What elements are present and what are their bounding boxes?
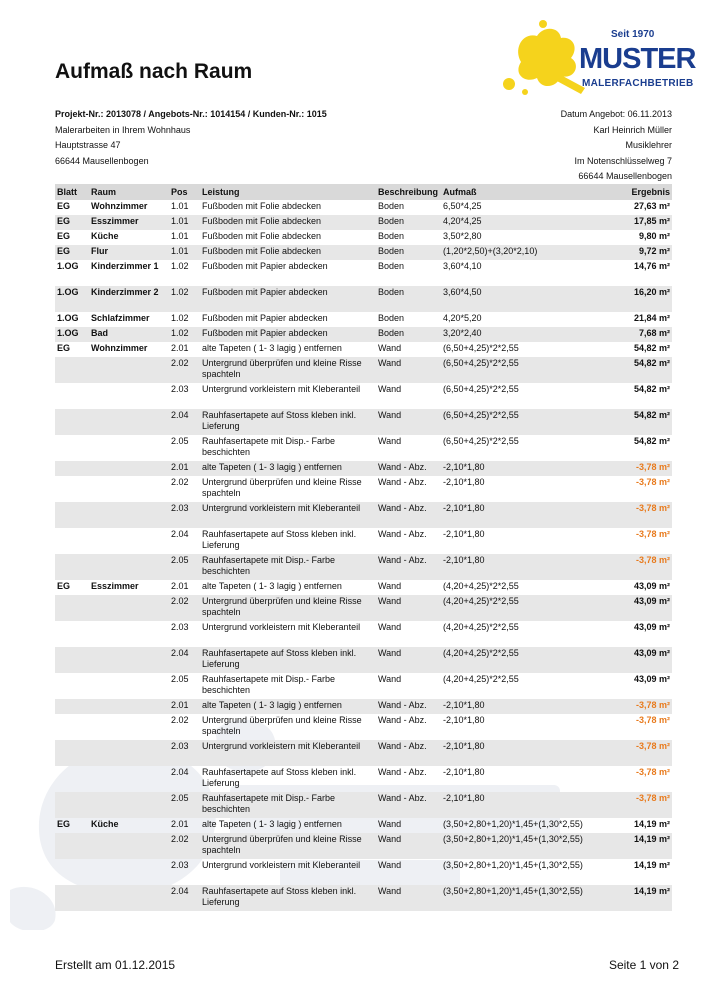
cell-blatt: 1.OG xyxy=(55,286,89,312)
cell-pos: 2.02 xyxy=(169,595,200,621)
cell-blatt xyxy=(55,833,89,859)
cell-raum: Flur xyxy=(89,245,169,260)
cell-ergebnis: -3,78 m² xyxy=(604,740,672,766)
cell-beschreibung: Boden xyxy=(376,215,441,230)
cell-leistung: alte Tapeten ( 1- 3 lagig ) entfernen xyxy=(202,343,342,353)
measurement-table xyxy=(55,184,672,911)
cell-raum xyxy=(89,383,169,409)
table-row xyxy=(55,461,672,476)
cell-ergebnis: 54,82 m² xyxy=(633,343,670,353)
recipient-city: 66644 Mausellenbogen xyxy=(578,171,672,181)
cell-aufmass: -2,10*1,80 xyxy=(441,740,604,766)
cell-aufmass: 4,20*4,25 xyxy=(441,215,604,230)
cell-ergebnis: 14,19 m² xyxy=(604,833,672,859)
table-row xyxy=(55,409,672,435)
cell-ergebnis: 43,09 m² xyxy=(604,647,672,673)
table-row xyxy=(55,714,672,740)
cell-beschreibung: Wand - Abz. xyxy=(378,529,427,539)
cell-aufmass: (3,50+2,80+1,20)*1,45+(1,30*2,55) xyxy=(441,885,604,911)
cell-beschreibung: Boden xyxy=(378,313,405,323)
cell-pos: 1.02 xyxy=(169,286,200,312)
cell-blatt: 1.OG xyxy=(55,327,89,342)
cell-pos: 2.01 xyxy=(171,819,189,829)
cell-pos: 2.02 xyxy=(171,477,189,487)
project-info xyxy=(55,107,327,169)
cell-blatt xyxy=(55,621,89,647)
cell-raum xyxy=(89,766,169,792)
cell-ergebnis: 16,20 m² xyxy=(604,286,672,312)
cell-beschreibung: Wand - Abz. xyxy=(376,699,441,714)
cell-ergebnis: 54,82 m² xyxy=(633,436,670,446)
cell-pos: 2.03 xyxy=(169,502,200,528)
cell-blatt: 1.OG xyxy=(57,261,79,271)
cell-raum xyxy=(89,885,169,911)
cell-ergebnis: 9,72 m² xyxy=(604,245,672,260)
cell-ergebnis: 43,09 m² xyxy=(633,581,670,591)
cell-raum xyxy=(89,714,169,740)
cell-leistung: Rauhfasertapete auf Stoss kleben inkl. Lieferung xyxy=(202,767,357,788)
table-body xyxy=(55,200,672,911)
cell-raum xyxy=(89,435,169,461)
recipient-name: Karl Heinrich Müller xyxy=(593,124,672,135)
cell-blatt: EG xyxy=(57,231,71,241)
cell-ergebnis: 54,82 m² xyxy=(604,409,672,435)
cell-ergebnis: 14,19 m² xyxy=(633,860,670,870)
cell-pos: 2.02 xyxy=(169,833,200,859)
site-street: Hauptstrasse 47 xyxy=(55,140,121,150)
cell-beschreibung: Boden xyxy=(376,286,441,312)
cell-raum: Kinderzimmer 2 xyxy=(89,286,169,312)
recipient-profession: Musiklehrer xyxy=(625,140,672,150)
cell-leistung: Fußboden mit Folie abdecken xyxy=(202,201,322,211)
cell-ergebnis: 54,82 m² xyxy=(633,384,670,394)
cell-leistung: Rauhfasertapete mit Disp.- Farbe beschichten xyxy=(200,792,376,818)
cell-leistung: alte Tapeten ( 1- 3 lagig ) entfernen xyxy=(200,699,376,714)
cell-blatt xyxy=(55,766,89,792)
cell-beschreibung: Boden xyxy=(378,201,405,211)
cell-blatt xyxy=(55,554,89,580)
cell-pos: 2.03 xyxy=(171,622,189,632)
cell-raum: Bad xyxy=(89,327,169,342)
cell-pos: 2.02 xyxy=(171,715,189,725)
cell-blatt xyxy=(55,476,89,502)
table-row xyxy=(55,476,672,502)
cell-ergebnis: -3,78 m² xyxy=(635,715,670,725)
cell-ergebnis: -3,78 m² xyxy=(635,477,670,487)
cell-leistung: Untergrund vorkleistern mit Kleberanteil xyxy=(200,502,376,528)
cell-blatt: EG xyxy=(55,245,89,260)
cell-beschreibung: Boden xyxy=(376,245,441,260)
col-header-beschreibung: Beschreibung xyxy=(376,184,441,200)
cell-raum: Esszimmer xyxy=(91,581,139,591)
table-row xyxy=(55,818,672,833)
page-title: Aufmaß nach Raum xyxy=(55,60,253,83)
cell-leistung: Rauhfasertapete auf Stoss kleben inkl. Lieferung xyxy=(200,885,376,911)
col-header-ergebnis: Ergebnis xyxy=(604,184,672,200)
cell-aufmass: -2,10*1,80 xyxy=(443,715,485,725)
cell-ergebnis: -3,78 m² xyxy=(604,699,672,714)
cell-leistung: alte Tapeten ( 1- 3 lagig ) entfernen xyxy=(202,819,342,829)
cell-blatt xyxy=(55,461,89,476)
cell-beschreibung: Wand - Abz. xyxy=(378,715,427,725)
cell-leistung: alte Tapeten ( 1- 3 lagig ) entfernen xyxy=(202,581,342,591)
cell-leistung: Fußboden mit Folie abdecken xyxy=(200,215,376,230)
cell-blatt xyxy=(55,647,89,673)
cell-leistung: Untergrund überprüfen und kleine Risse spachteln xyxy=(202,715,362,736)
cell-raum xyxy=(89,528,169,554)
cell-blatt: 1.OG xyxy=(57,313,79,323)
cell-leistung: Untergrund überprüfen und kleine Risse spachteln xyxy=(200,595,376,621)
cell-beschreibung: Wand xyxy=(376,409,441,435)
recipient-street: Im Notenschlüsselweg 7 xyxy=(574,155,672,166)
cell-blatt xyxy=(55,528,89,554)
cell-aufmass: -2,10*1,80 xyxy=(441,461,604,476)
cell-raum xyxy=(89,647,169,673)
cell-raum: Esszimmer xyxy=(89,215,169,230)
cell-pos: 1.02 xyxy=(169,327,200,342)
cell-ergebnis: -3,78 m² xyxy=(635,529,670,539)
col-header-pos: Pos xyxy=(169,184,200,200)
logo-subtitle: MALERFACHBETRIEB xyxy=(582,78,694,89)
cell-raum: Kinderzimmer 1 xyxy=(91,261,159,271)
table-row xyxy=(55,580,672,595)
cell-beschreibung: Wand xyxy=(376,595,441,621)
cell-raum: Schlafzimmer xyxy=(91,313,150,323)
cell-aufmass: 6,50*4,25 xyxy=(443,201,482,211)
cell-aufmass: 3,60*4,10 xyxy=(443,261,482,271)
logo-brand: MUSTER xyxy=(579,43,696,75)
cell-pos: 2.03 xyxy=(171,384,189,394)
cell-aufmass: -2,10*1,80 xyxy=(443,529,485,539)
cell-raum xyxy=(89,699,169,714)
cell-aufmass: (6,50+4,25)*2*2,55 xyxy=(443,343,519,353)
cell-leistung: Untergrund überprüfen und kleine Risse spachteln xyxy=(200,357,376,383)
cell-leistung: Fußboden mit Papier abdecken xyxy=(200,327,376,342)
cell-beschreibung: Wand xyxy=(378,674,402,684)
table-row xyxy=(55,327,672,342)
cell-leistung: alte Tapeten ( 1- 3 lagig ) entfernen xyxy=(200,461,376,476)
recipient-info xyxy=(561,107,672,185)
cell-ergebnis: 17,85 m² xyxy=(604,215,672,230)
table-row xyxy=(55,833,672,859)
cell-aufmass: -2,10*1,80 xyxy=(441,554,604,580)
cell-pos: 2.05 xyxy=(171,674,189,684)
cell-blatt xyxy=(55,409,89,435)
project-numbers: Projekt-Nr.: 2013078 / Angebots-Nr.: 1014154 / Kunden-Nr.: 1015 xyxy=(55,109,327,119)
cell-beschreibung: Wand - Abz. xyxy=(376,792,441,818)
cell-raum xyxy=(89,476,169,502)
cell-ergebnis: 43,09 m² xyxy=(604,595,672,621)
cell-beschreibung: Wand xyxy=(376,357,441,383)
cell-blatt: EG xyxy=(57,581,71,591)
table-row xyxy=(55,554,672,580)
cell-ergebnis: 7,68 m² xyxy=(604,327,672,342)
cell-beschreibung: Wand xyxy=(378,436,402,446)
cell-raum xyxy=(89,461,169,476)
table-row xyxy=(55,435,672,461)
cell-leistung: Untergrund überprüfen und kleine Risse spachteln xyxy=(202,477,362,498)
cell-pos: 2.03 xyxy=(171,860,189,870)
table-row xyxy=(55,383,672,409)
table-row xyxy=(55,766,672,792)
cell-pos: 1.01 xyxy=(169,245,200,260)
cell-raum xyxy=(89,595,169,621)
work-description: Malerarbeiten in Ihrem Wohnhaus xyxy=(55,124,191,135)
cell-raum xyxy=(89,673,169,699)
company-logo xyxy=(503,18,696,96)
cell-aufmass: -2,10*1,80 xyxy=(441,792,604,818)
col-header-aufmass: Aufmaß xyxy=(441,184,604,200)
cell-leistung: Fußboden mit Papier abdecken xyxy=(200,286,376,312)
cell-blatt xyxy=(55,859,89,885)
table-row xyxy=(55,740,672,766)
cell-leistung: Untergrund vorkleistern mit Kleberanteil xyxy=(202,622,361,632)
cell-aufmass: 3,20*2,40 xyxy=(441,327,604,342)
cell-aufmass: -2,10*1,80 xyxy=(443,477,485,487)
table-row xyxy=(55,312,672,327)
offer-date: Datum Angebot: 06.11.2013 xyxy=(560,109,672,119)
cell-pos: 2.04 xyxy=(171,767,189,777)
cell-leistung: Fußboden mit Folie abdecken xyxy=(200,245,376,260)
cell-pos: 2.05 xyxy=(171,436,189,446)
table-row xyxy=(55,502,672,528)
cell-blatt: EG xyxy=(57,819,71,829)
cell-leistung: Untergrund überprüfen und kleine Risse spachteln xyxy=(200,833,376,859)
cell-leistung: Untergrund vorkleistern mit Kleberanteil xyxy=(202,384,361,394)
cell-pos: 2.01 xyxy=(171,343,189,353)
cell-blatt xyxy=(55,699,89,714)
cell-blatt xyxy=(55,357,89,383)
table-row xyxy=(55,342,672,357)
page-number: Seite 1 von 2 xyxy=(608,958,679,972)
cell-aufmass: (6,50+4,25)*2*2,55 xyxy=(443,384,519,394)
cell-beschreibung: Wand - Abz. xyxy=(378,477,427,487)
cell-pos: 2.01 xyxy=(171,581,189,591)
cell-raum: Küche xyxy=(91,819,119,829)
cell-aufmass: (4,20+4,25)*2*2,55 xyxy=(441,595,604,621)
cell-beschreibung: Wand xyxy=(376,885,441,911)
table-row xyxy=(55,260,672,286)
cell-blatt xyxy=(55,885,89,911)
cell-raum xyxy=(89,859,169,885)
cell-ergebnis: -3,78 m² xyxy=(604,792,672,818)
cell-aufmass: (3,50+2,80+1,20)*1,45+(1,30*2,55) xyxy=(443,860,583,870)
cell-beschreibung: Wand xyxy=(378,622,402,632)
table-header-row xyxy=(55,184,672,200)
cell-leistung: Fußboden mit Papier abdecken xyxy=(202,313,328,323)
cell-beschreibung: Wand - Abz. xyxy=(376,554,441,580)
table-row xyxy=(55,357,672,383)
cell-aufmass: (3,50+2,80+1,20)*1,45+(1,30*2,55) xyxy=(443,819,583,829)
cell-leistung: Fußboden mit Papier abdecken xyxy=(202,261,328,271)
cell-aufmass: (6,50+4,25)*2*2,55 xyxy=(441,409,604,435)
cell-blatt: EG xyxy=(57,201,71,211)
cell-beschreibung: Wand - Abz. xyxy=(376,461,441,476)
cell-aufmass: (6,50+4,25)*2*2,55 xyxy=(443,436,519,446)
cell-beschreibung: Wand xyxy=(376,647,441,673)
cell-ergebnis: 14,19 m² xyxy=(604,885,672,911)
table-row xyxy=(55,792,672,818)
cell-blatt xyxy=(55,435,89,461)
cell-ergebnis: -3,78 m² xyxy=(604,502,672,528)
cell-raum xyxy=(89,792,169,818)
cell-blatt xyxy=(55,383,89,409)
table-row xyxy=(55,859,672,885)
cell-leistung: Untergrund vorkleistern mit Kleberanteil xyxy=(200,740,376,766)
cell-raum xyxy=(89,740,169,766)
cell-aufmass: 3,50*2,80 xyxy=(443,231,482,241)
cell-ergebnis: -3,78 m² xyxy=(635,767,670,777)
cell-pos: 2.03 xyxy=(169,740,200,766)
cell-aufmass: (4,20+4,25)*2*2,55 xyxy=(443,581,519,591)
table-row xyxy=(55,230,672,245)
cell-aufmass: 4,20*5,20 xyxy=(443,313,482,323)
cell-raum xyxy=(89,554,169,580)
site-city: 66644 Mausellenbogen xyxy=(55,155,149,166)
cell-pos: 2.04 xyxy=(171,529,189,539)
cell-pos: 1.01 xyxy=(171,201,189,211)
cell-blatt xyxy=(55,792,89,818)
cell-leistung: Rauhfasertapete auf Stoss kleben inkl. Lieferung xyxy=(202,529,357,550)
table-row xyxy=(55,215,672,230)
cell-aufmass: (6,50+4,25)*2*2,55 xyxy=(441,357,604,383)
cell-ergebnis: 43,09 m² xyxy=(633,674,670,684)
cell-ergebnis: 14,19 m² xyxy=(633,819,670,829)
cell-pos: 2.04 xyxy=(169,647,200,673)
cell-raum xyxy=(89,357,169,383)
col-header-blatt: Blatt xyxy=(55,184,89,200)
col-header-raum: Raum xyxy=(89,184,169,200)
cell-blatt xyxy=(55,740,89,766)
cell-aufmass: -2,10*1,80 xyxy=(441,699,604,714)
cell-leistung: Rauhfasertapete mit Disp.- Farbe beschichten xyxy=(200,554,376,580)
table-row xyxy=(55,245,672,260)
cell-blatt xyxy=(55,714,89,740)
table-row xyxy=(55,528,672,554)
created-date: Erstellt am 01.12.2015 xyxy=(55,958,176,972)
cell-pos: 2.02 xyxy=(169,357,200,383)
cell-pos: 1.01 xyxy=(169,215,200,230)
cell-ergebnis: 9,80 m² xyxy=(638,231,670,241)
cell-pos: 2.05 xyxy=(169,792,200,818)
table-row xyxy=(55,647,672,673)
cell-leistung: Rauhfasertapete auf Stoss kleben inkl. Lieferung xyxy=(200,647,376,673)
cell-pos: 2.01 xyxy=(169,461,200,476)
table-row xyxy=(55,673,672,699)
cell-raum xyxy=(89,409,169,435)
cell-pos: 1.02 xyxy=(171,261,189,271)
cell-raum xyxy=(89,502,169,528)
cell-leistung: Fußboden mit Folie abdecken xyxy=(202,231,322,241)
cell-pos: 2.05 xyxy=(169,554,200,580)
table-row xyxy=(55,286,672,312)
cell-blatt: EG xyxy=(57,343,71,353)
cell-raum: Wohnzimmer xyxy=(91,201,148,211)
cell-blatt xyxy=(55,673,89,699)
cell-ergebnis: 54,82 m² xyxy=(604,357,672,383)
cell-pos: 1.01 xyxy=(171,231,189,241)
cell-raum: Küche xyxy=(91,231,119,241)
cell-ergebnis: 14,76 m² xyxy=(633,261,670,271)
cell-raum: Wohnzimmer xyxy=(91,343,148,353)
cell-blatt xyxy=(55,595,89,621)
cell-ergebnis: 21,84 m² xyxy=(633,313,670,323)
cell-pos: 2.04 xyxy=(169,885,200,911)
cell-beschreibung: Wand - Abz. xyxy=(376,502,441,528)
cell-beschreibung: Wand xyxy=(378,581,402,591)
cell-aufmass: 3,60*4,50 xyxy=(441,286,604,312)
table-row xyxy=(55,200,672,215)
cell-raum xyxy=(89,621,169,647)
cell-aufmass: (3,50+2,80+1,20)*1,45+(1,30*2,55) xyxy=(441,833,604,859)
cell-beschreibung: Wand xyxy=(378,343,402,353)
table-row xyxy=(55,699,672,714)
cell-beschreibung: Wand xyxy=(378,384,402,394)
cell-aufmass: (1,20*2,50)+(3,20*2,10) xyxy=(441,245,604,260)
cell-blatt: EG xyxy=(55,215,89,230)
cell-aufmass: -2,10*1,80 xyxy=(443,767,485,777)
cell-ergebnis: -3,78 m² xyxy=(604,554,672,580)
col-header-leistung: Leistung xyxy=(200,184,376,200)
cell-beschreibung: Wand xyxy=(378,860,402,870)
cell-aufmass: (4,20+4,25)*2*2,55 xyxy=(441,647,604,673)
cell-leistung: Rauhfasertapete mit Disp.- Farbe beschichten xyxy=(202,674,336,695)
cell-ergebnis: 27,63 m² xyxy=(633,201,670,211)
cell-leistung: Rauhfasertapete auf Stoss kleben inkl. Lieferung xyxy=(200,409,376,435)
cell-aufmass: -2,10*1,80 xyxy=(441,502,604,528)
table-row xyxy=(55,595,672,621)
table-row xyxy=(55,885,672,911)
cell-pos: 2.01 xyxy=(169,699,200,714)
cell-beschreibung: Wand xyxy=(378,819,402,829)
cell-beschreibung: Wand - Abz. xyxy=(378,767,427,777)
table-row xyxy=(55,621,672,647)
cell-pos: 2.04 xyxy=(169,409,200,435)
cell-beschreibung: Boden xyxy=(378,231,405,241)
cell-aufmass: (4,20+4,25)*2*2,55 xyxy=(443,622,519,632)
cell-blatt xyxy=(55,502,89,528)
cell-beschreibung: Boden xyxy=(376,327,441,342)
cell-aufmass: (4,20+4,25)*2*2,55 xyxy=(443,674,519,684)
cell-beschreibung: Wand xyxy=(376,833,441,859)
logo-since: Seit 1970 xyxy=(611,29,655,40)
cell-pos: 1.02 xyxy=(171,313,189,323)
cell-leistung: Untergrund vorkleistern mit Kleberanteil xyxy=(202,860,361,870)
cell-leistung: Rauhfasertapete mit Disp.- Farbe beschichten xyxy=(202,436,336,457)
cell-ergebnis: 43,09 m² xyxy=(633,622,670,632)
cell-raum xyxy=(89,833,169,859)
cell-beschreibung: Wand - Abz. xyxy=(376,740,441,766)
cell-beschreibung: Boden xyxy=(378,261,405,271)
cell-ergebnis: -3,78 m² xyxy=(604,461,672,476)
